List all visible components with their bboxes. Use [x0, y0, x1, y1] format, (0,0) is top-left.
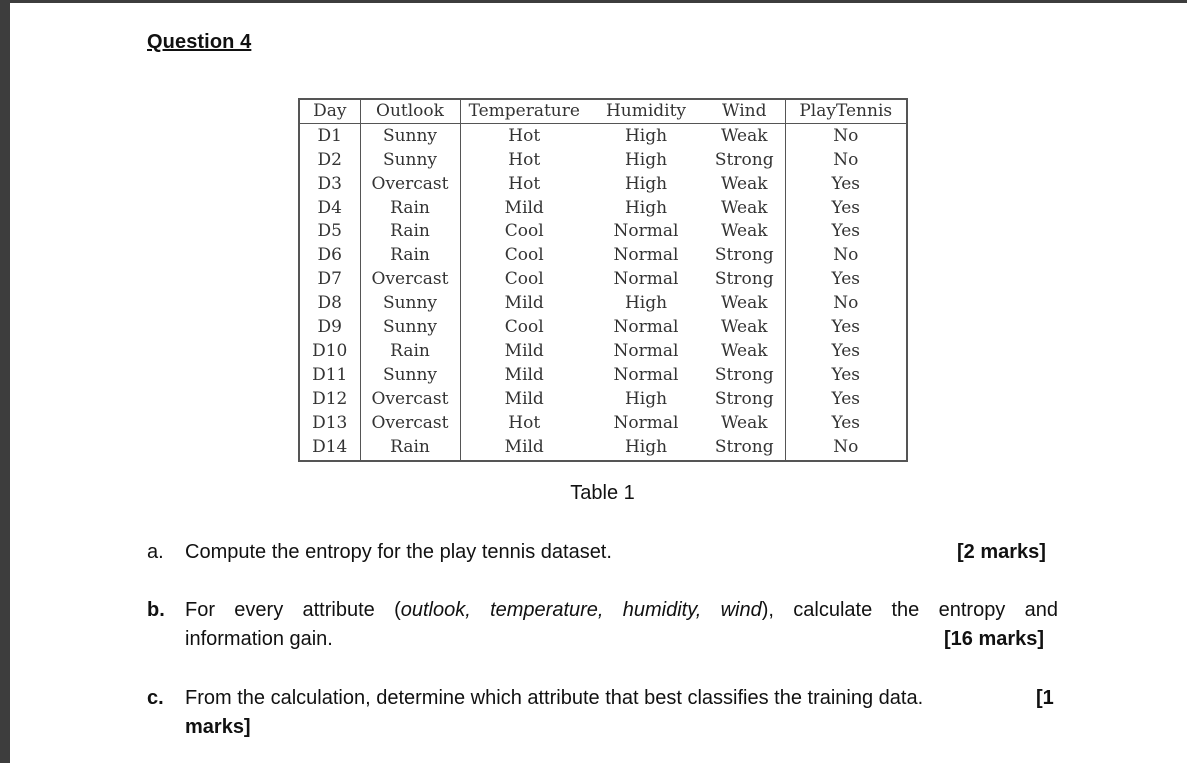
cell-day: D12	[299, 388, 360, 412]
cell-wind: Strong	[704, 244, 785, 268]
header-temperature: Temperature	[460, 99, 588, 124]
cell-temperature: Hot	[508, 125, 541, 146]
question-b-post: ), calculate the entropy and	[761, 599, 1058, 621]
cell-day: D7	[299, 268, 360, 292]
question-c-marks-part2: marks]	[185, 716, 251, 738]
cell-temperature: Hot	[508, 173, 541, 194]
table-row	[299, 124, 907, 149]
cell-outlook: Sunny	[360, 316, 460, 340]
question-a-text: Compute the entropy for the play tennis dataset.	[185, 541, 612, 563]
cell-day: D5	[299, 220, 360, 244]
cell-humidity: High	[624, 389, 668, 410]
cell-day: D11	[299, 364, 360, 388]
cell-humidity: High	[624, 125, 668, 146]
cell-temperature: Hot	[508, 413, 541, 434]
cell-outlook: Rain	[360, 436, 460, 461]
question-c-letter: c.	[147, 687, 164, 709]
cell-wind: Strong	[704, 436, 785, 461]
table-row	[299, 436, 907, 461]
cell-wind: Weak	[704, 316, 785, 340]
cell-humidity: Normal	[613, 365, 679, 386]
cell-outlook: Rain	[360, 220, 460, 244]
cell-humidity: Normal	[613, 317, 679, 338]
cell-day: D3	[299, 172, 360, 196]
cell-humidity: High	[624, 149, 668, 170]
cell-day: D8	[299, 292, 360, 316]
cell-playtennis: Yes	[831, 269, 861, 290]
table-header-row	[299, 99, 907, 124]
table-row	[299, 196, 907, 220]
cell-outlook: Sunny	[360, 364, 460, 388]
cell-playtennis: No	[833, 149, 859, 170]
table-row	[299, 220, 907, 244]
play-tennis-table-container	[298, 98, 906, 462]
cell-humidity: Normal	[613, 413, 679, 434]
cell-playtennis: Yes	[831, 413, 861, 434]
header-outlook: Outlook	[360, 99, 460, 124]
question-a-letter: a.	[147, 541, 164, 563]
cell-playtennis: No	[833, 245, 859, 266]
table-row	[299, 292, 907, 316]
window-top-border	[0, 0, 1187, 3]
cell-playtennis: Yes	[831, 341, 861, 362]
cell-wind: Weak	[704, 340, 785, 364]
cell-playtennis: No	[833, 437, 859, 458]
cell-temperature: Mild	[504, 197, 544, 218]
cell-outlook: Rain	[360, 196, 460, 220]
table-row	[299, 148, 907, 172]
cell-playtennis: Yes	[831, 389, 861, 410]
cell-temperature: Mild	[504, 437, 544, 458]
cell-temperature: Hot	[508, 149, 541, 170]
cell-day: D4	[299, 196, 360, 220]
cell-outlook: Rain	[360, 244, 460, 268]
header-playtennis: PlayTennis	[785, 99, 907, 124]
cell-day: D1	[299, 124, 360, 149]
cell-temperature: Mild	[504, 389, 544, 410]
cell-wind: Strong	[704, 148, 785, 172]
cell-outlook: Overcast	[360, 412, 460, 436]
cell-playtennis: Yes	[831, 173, 861, 194]
header-humidity: Humidity	[588, 99, 704, 124]
cell-day: D2	[299, 148, 360, 172]
table-row	[299, 388, 907, 412]
table-caption: Table 1	[570, 482, 635, 504]
cell-humidity: Normal	[613, 341, 679, 362]
cell-wind: Strong	[704, 268, 785, 292]
cell-outlook: Sunny	[360, 148, 460, 172]
question-c-marks-part1: [1	[1036, 687, 1054, 709]
cell-playtennis: Yes	[831, 197, 861, 218]
table-row	[299, 268, 907, 292]
question-b-marks: [16 marks]	[944, 628, 1045, 650]
cell-wind: Weak	[704, 196, 785, 220]
header-wind: Wind	[704, 99, 785, 124]
cell-temperature: Mild	[504, 365, 544, 386]
cell-humidity: Normal	[613, 221, 679, 242]
table-row	[299, 316, 907, 340]
cell-outlook: Overcast	[360, 388, 460, 412]
cell-humidity: Normal	[613, 245, 679, 266]
cell-outlook: Overcast	[360, 268, 460, 292]
cell-wind: Weak	[704, 412, 785, 436]
table-row	[299, 340, 907, 364]
cell-temperature: Cool	[504, 269, 544, 290]
cell-outlook: Sunny	[360, 124, 460, 149]
cell-wind: Strong	[704, 364, 785, 388]
question-b-letter: b.	[147, 599, 165, 621]
question-b-pre: For every attribute (	[185, 599, 401, 621]
question-b-line1	[185, 596, 1058, 625]
question-c-text: From the calculation, determine which attribute that best classifies the training data.	[185, 687, 924, 709]
question-b-line2: information gain.	[185, 628, 333, 650]
cell-playtennis: Yes	[831, 317, 861, 338]
play-tennis-table	[298, 98, 908, 462]
cell-wind: Weak	[704, 172, 785, 196]
table-body	[299, 124, 907, 462]
cell-temperature: Cool	[504, 317, 544, 338]
cell-playtennis: Yes	[831, 221, 861, 242]
table-row	[299, 172, 907, 196]
cell-humidity: Normal	[613, 269, 679, 290]
cell-wind: Weak	[704, 292, 785, 316]
cell-playtennis: No	[833, 125, 859, 146]
cell-outlook: Sunny	[360, 292, 460, 316]
cell-outlook: Rain	[360, 340, 460, 364]
cell-humidity: High	[624, 197, 668, 218]
cell-playtennis: Yes	[831, 365, 861, 386]
cell-wind: Strong	[704, 388, 785, 412]
cell-day: D6	[299, 244, 360, 268]
cell-day: D10	[299, 340, 360, 364]
cell-humidity: High	[624, 173, 668, 194]
cell-temperature: Cool	[504, 245, 544, 266]
question-b-attributes: outlook, temperature, humidity, wind	[400, 599, 762, 621]
cell-humidity: High	[624, 437, 668, 458]
table-row	[299, 412, 907, 436]
header-day: Day	[299, 99, 360, 124]
table-row	[299, 244, 907, 268]
question-a-marks: [2 marks]	[957, 541, 1046, 563]
question-title: Question 4	[147, 31, 252, 53]
cell-humidity: High	[624, 293, 668, 314]
cell-wind: Weak	[704, 124, 785, 149]
cell-wind: Weak	[704, 220, 785, 244]
cell-temperature: Mild	[504, 293, 544, 314]
window-left-border	[0, 0, 10, 763]
cell-outlook: Overcast	[360, 172, 460, 196]
cell-day: D13	[299, 412, 360, 436]
cell-day: D9	[299, 316, 360, 340]
cell-temperature: Mild	[504, 341, 544, 362]
table-row	[299, 364, 907, 388]
cell-playtennis: No	[833, 293, 859, 314]
cell-day: D14	[299, 436, 360, 461]
cell-temperature: Cool	[504, 221, 544, 242]
